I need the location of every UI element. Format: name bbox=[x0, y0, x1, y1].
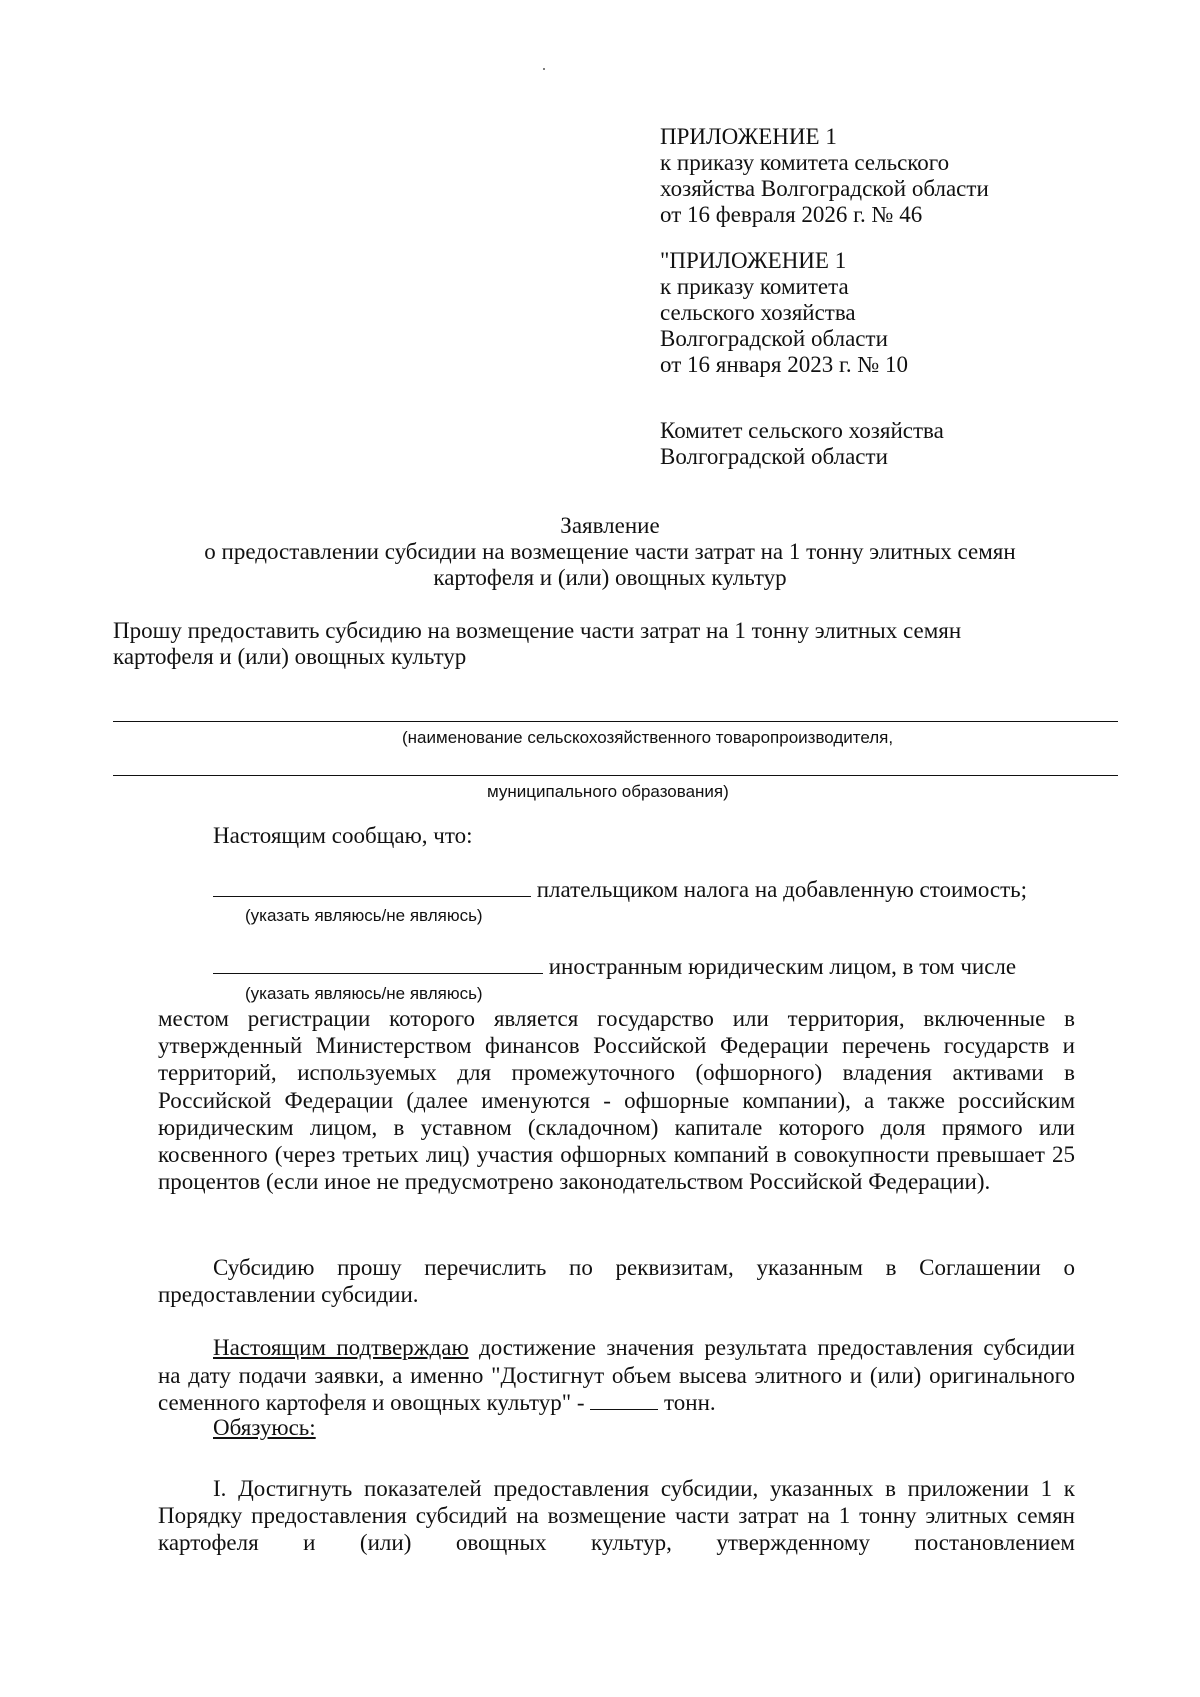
appendix-title: ПРИЛОЖЕНИЕ 1 bbox=[660, 124, 837, 149]
foreign-status-field[interactable] bbox=[213, 953, 543, 974]
producer-name-caption: (наименование сельскохозяйственного товаропроизводителя, bbox=[402, 728, 894, 747]
vat-text: плательщиком налога на добавленную стоимость; bbox=[536, 877, 1028, 902]
addressee bbox=[660, 418, 944, 470]
foreign-hint: (указать являюсь/не являюсь) bbox=[245, 984, 483, 1003]
obligation-item-1: I. Достигнуть показателей предоставления субсидии, указанных в приложении 1 к Порядку предоставления субсидий на возмещение части затрат на 1 тонну элитных семян картофеля и (или) овощных культур, утвержденному постановлением bbox=[158, 1476, 1075, 1555]
addressee-line: Комитет сельского хозяйства bbox=[660, 418, 944, 443]
statement-title: Заявление bbox=[560, 513, 660, 538]
confirmation-text: достижение значения результата предоставления субсидии на дату подачи заявки, а именно "Достигнут объем высева элитного и (или) оригинального семенного картофеля и овощных культур" - bbox=[158, 1335, 1075, 1415]
statement-subtitle-line: картофеля и (или) овощных культур bbox=[433, 565, 787, 590]
vat-status-field[interactable] bbox=[213, 876, 531, 897]
appendix-header bbox=[660, 124, 989, 228]
obligations-heading: Обязуюсь: bbox=[213, 1415, 316, 1440]
addressee-line: Волгоградской области bbox=[660, 444, 888, 469]
declaration-intro: Настоящим сообщаю, что: bbox=[213, 823, 473, 848]
municipality-field[interactable] bbox=[113, 775, 1118, 776]
tonnage-field[interactable] bbox=[590, 1391, 658, 1410]
offshore-paragraph: местом регистрации которого является государство или территория, включенные в утвержденный Министерством финансов Российской Федерации перечень государств и территорий, используемых для промежуточного (офшорного) владения активами в Российской Федерации (далее именуются - офшорные компании), а также российским юридическим лицом, в уставном (складочном) капитале которого доля прямого или косвенного (через третьих лиц) участия офшорных компаний в совокупности превышает 25 процентов (если иное не предусмотрено законодательством Российской Федерации). bbox=[158, 1006, 1075, 1195]
confirmation-underlined: Настоящим подтверждаю bbox=[213, 1335, 469, 1360]
prior-appendix-line: к приказу комитета bbox=[660, 274, 849, 299]
statement-subtitle-line: о предоставлении субсидии на возмещение части затрат на 1 тонну элитных семян bbox=[204, 539, 1016, 564]
prior-appendix-title: "ПРИЛОЖЕНИЕ 1 bbox=[660, 248, 847, 273]
request-line: Прошу предоставить субсидию на возмещение части затрат на 1 тонну элитных семян bbox=[113, 618, 962, 643]
vat-line bbox=[213, 876, 1027, 903]
scan-speck bbox=[543, 68, 545, 70]
vat-hint: (указать являюсь/не являюсь) bbox=[245, 906, 483, 925]
appendix-line: от 16 февраля 2026 г. № 46 bbox=[660, 202, 923, 227]
producer-name-field[interactable] bbox=[113, 721, 1118, 722]
foreign-text: иностранным юридическим лицом, в том числе bbox=[548, 954, 1017, 979]
transfer-paragraph: Субсидию прошу перечислить по реквизитам, указанным в Соглашении о предоставлении субсидии. bbox=[158, 1255, 1075, 1307]
prior-appendix-line: от 16 января 2023 г. № 10 bbox=[660, 352, 909, 377]
foreign-line bbox=[213, 953, 1016, 980]
request-line: картофеля и (или) овощных культур bbox=[113, 644, 467, 669]
confirmation-paragraph bbox=[158, 1334, 1075, 1417]
tonnage-unit: тонн. bbox=[664, 1390, 716, 1415]
municipality-caption: муниципального образования) bbox=[487, 782, 729, 801]
appendix-line: хозяйства Волгоградской области bbox=[660, 176, 989, 201]
prior-appendix-line: сельского хозяйства bbox=[660, 300, 856, 325]
prior-appendix-line: Волгоградской области bbox=[660, 326, 888, 351]
appendix-line: к приказу комитета сельского bbox=[660, 150, 950, 175]
prior-appendix bbox=[660, 248, 908, 378]
